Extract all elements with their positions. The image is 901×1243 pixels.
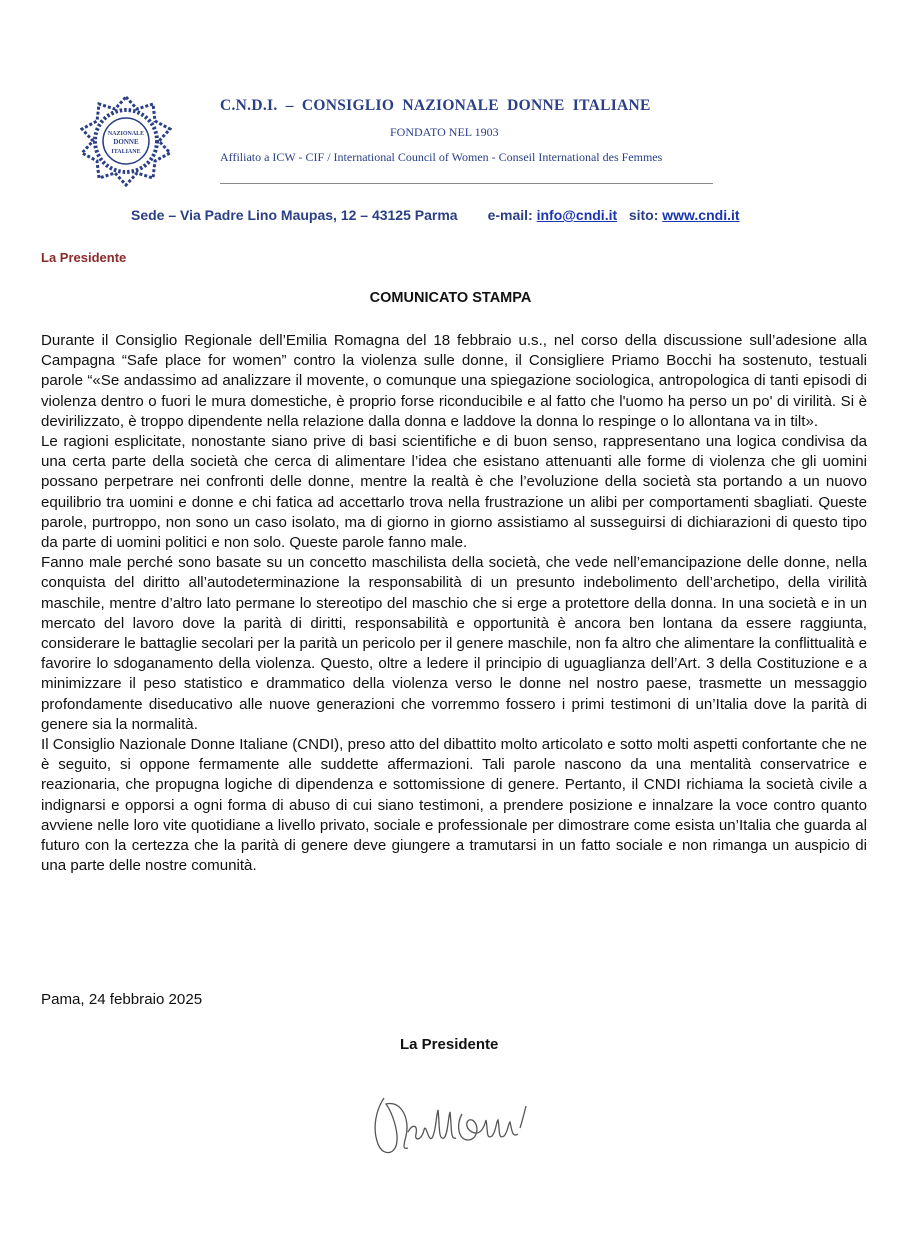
header-divider [220,183,713,184]
founded-line: FONDATO NEL 1903 [390,125,499,139]
address: Sede – Via Padre Lino Maupas, 12 – 43125 Parma [131,207,458,223]
sender-role: La Presidente [41,250,127,265]
logo-text-2: DONNE [113,138,139,146]
email-link[interactable]: info@cndi.it [536,207,618,223]
affiliation-line: Affiliato a ICW - CIF / International Council of Women - Conseil International des Femmes [220,150,663,164]
paragraph: Le ragioni esplicitate, nonostante siano prive di basi scientifiche e di buon senso, rappresentano una logica condivisa da una certa parte della società che cerca di alimentare l’idea che esistano attenuanti alle forme di violenza che gli uomini possano perpetrare nei confronti delle donne, mentre la realtà è che l’evoluzione della società sta portando a un nuovo equilibrio tra uomini e donne e chi fatica ad accettarlo trova nella frustrazione un alibi per comportamenti sbagliati. Queste parole, purtroppo, non sono un caso isolato, ma di giorno in giorno assistiamo al susseguirsi di dichiarazioni di questo tipo da parte di uomini politici e non solo. Queste parole fanno male. [41,433,867,552]
email-label: e-mail: [487,207,537,223]
handwritten-signature [362,1080,552,1170]
cndi-logo [80,95,172,187]
paragraph: Durante il Consiglio Regionale dell’Emilia Romagna del 18 febbraio u.s., nel corso della discussione sull’adesione alla Campagna “Safe place for women” contro la violenza sulle donne, il Consigliere Priamo Bocchi ha sostenuto, testuali parole “«Se andassimo ad analizzare il movente, o comunque una spiegazione sociologica, antropologica di tanti episodi di violenza dentro o fuori le mura domestiche, è proprio forse riconducibile e al fatto che l'uomo ha perso un po' di virilità. Si è devirilizzato, è troppo dipendente nella relazione dalla donna e laddove la donna lo respinge o lo allontana va in tilt». [41,332,867,430]
organization-title: C.N.D.I. – CONSIGLIO NAZIONALE DONNE ITALIANE [220,97,651,114]
signature-title: La Presidente [400,1036,499,1053]
logo-text-3: ITALIANE [111,149,141,155]
paragraph: Fanno male perché sono basate su un concetto maschilista della società, che vede nell’emancipazione delle donne, nella conquista del diritto all’autodeterminazione la responsabilità di un presunto indebolimento dell’archetipo, della virilità maschile, mentre d’altro lato permane lo stereotipo del maschio che si erge a protettore della donna. In una società e in un mercato del lavoro dove la parità di diritti, responsabilità e opportunità è ancora ben lontana da essere raggiunta, considerare le battaglie secolari per la parità un pericolo per il genere maschile, non fa altro che alimentare la conflittualità e favorire lo sdoganamento della violenza. Questo, oltre a ledere il principio di uguaglianza dell’Art. 3 della Costituzione e a minimizzare il peso statistico e drammatico della violenza verso le donne nel nostro paese, trasmette un messaggio profondamente diseducativo alle nuove generazioni che vorremmo fossero i primi testimoni di un’Italia dove la parità di genere sia la normalità. [41,554,867,733]
contact-line [131,207,740,223]
date-line: Pama, 24 febbraio 2025 [41,991,203,1008]
paragraph: Il Consiglio Nazionale Donne Italiane (CNDI), preso atto del dibattito molto articolato e sotto molti aspetti confortante che ne è seguito, si oppone fermamente alle suddette affermazioni. Tali parole nascono da una mentalità conservatrice e reazionaria, che propugna logiche di dipendenza e sottomissione di genere. Pertanto, il CNDI richiama la società civile a indignarsi e opporsi a ogni forma di abuso di cui siano testimoni, a prendere posizione e innalzare la voce contro quanto avviene nelle loro vite quotidiane a livello privato, sociale e professionale per dimostrare come esista un’Italia che guarda al futuro con la certezza che la parità di genere deve giungere a tramutarsi in un fatto sociale e non rimanga un auspicio di una parte delle nostre comunità. [41,736,867,875]
site-link[interactable]: www.cndi.it [662,207,740,223]
logo-text-1: NAZIONALE [107,131,145,137]
site-label: sito: [628,207,663,223]
press-release-body [41,331,867,876]
document-title: COMUNICATO STAMPA [369,290,532,306]
